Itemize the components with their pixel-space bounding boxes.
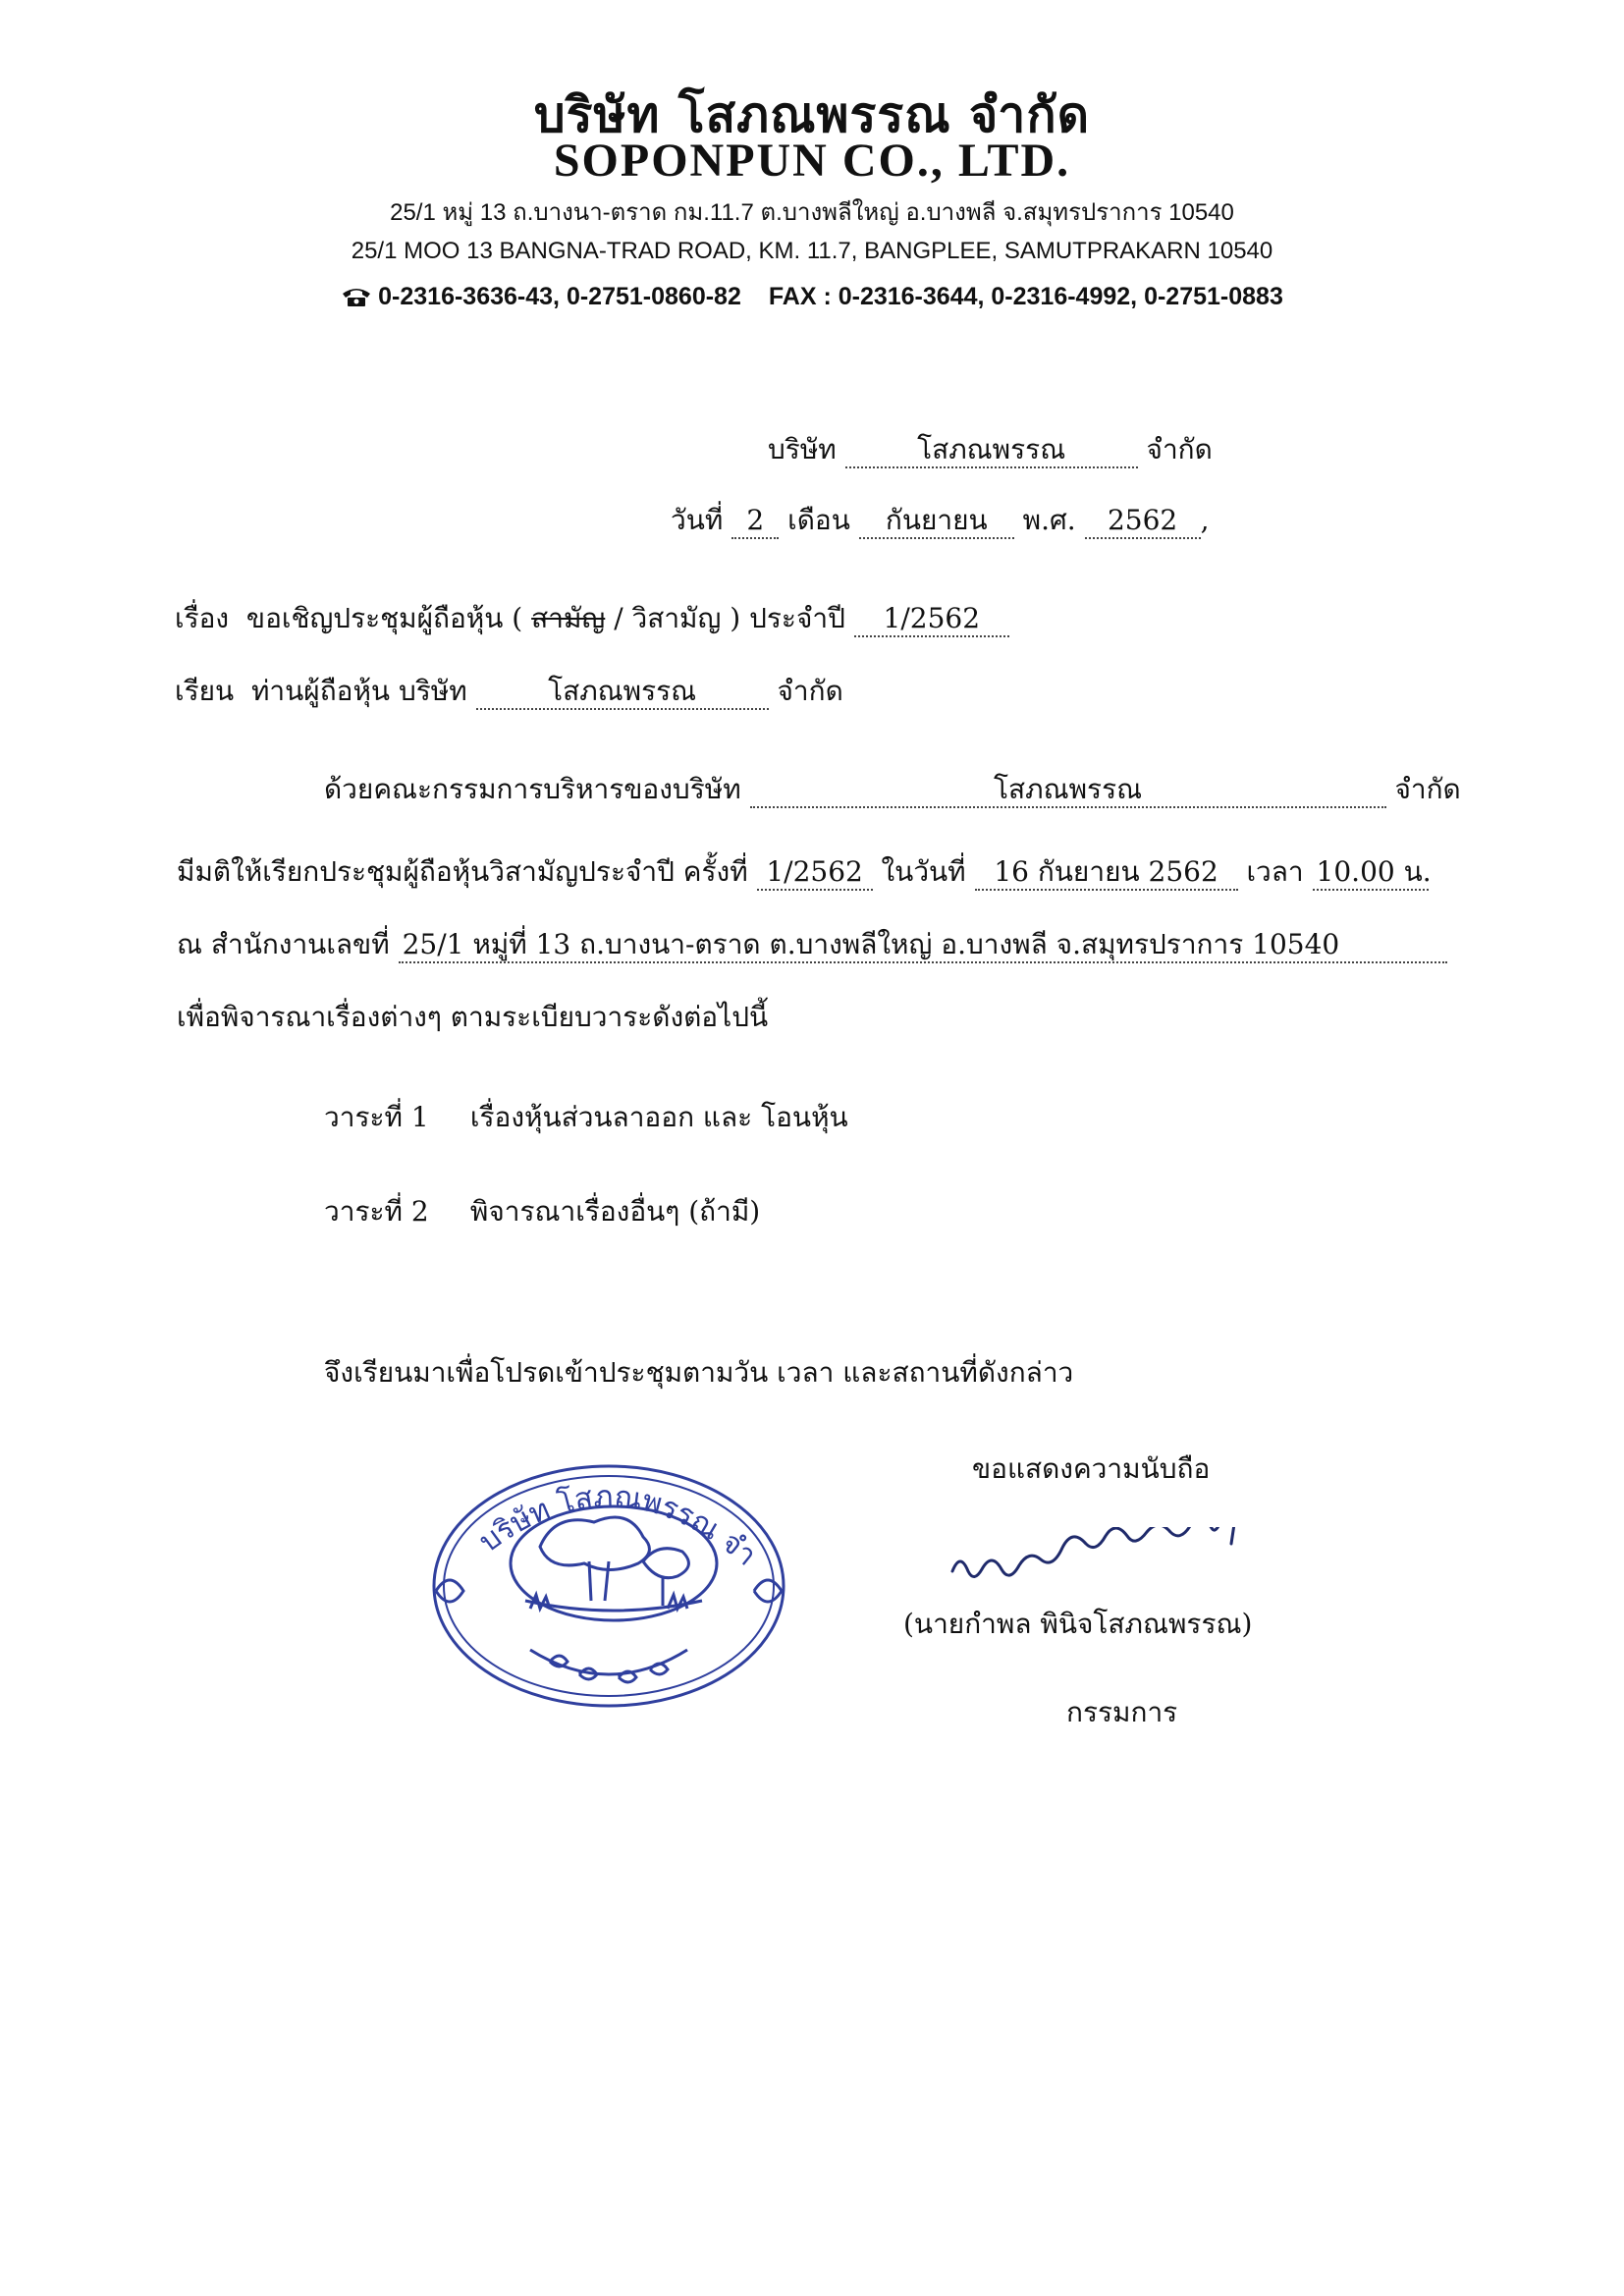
phone-numbers: 0-2316-3636-43, 0-2751-0860-82 <box>378 283 741 310</box>
subject-struck-option: สามัญ <box>531 602 606 634</box>
svg-text:บริษัท โสภณพรรณ จำกัด <box>422 1453 763 1573</box>
meeting-number: 1/2562 <box>757 854 873 891</box>
company-seal <box>422 1453 795 1719</box>
date-end: , <box>1200 504 1210 536</box>
body-line-3 <box>177 923 1447 966</box>
signatory-name: (นายกำพล พินิจโสภณพรรณ) <box>903 1608 1253 1640</box>
day-label: วันที่ <box>671 504 724 536</box>
subject-line <box>175 597 1009 640</box>
agenda-label: วาระที่ 1 <box>324 1101 429 1133</box>
body-line-4: เพื่อพิจารณาเรื่องต่างๆ ตามระเบียบวาระดังต่อไปนี้ <box>177 1001 769 1033</box>
body-line-1 <box>324 768 1461 811</box>
meeting-place-label: ณ สำนักงานเลขที่ <box>177 928 390 960</box>
month-value: กันยายน <box>859 503 1014 539</box>
subject-text-mid: / วิสามัญ ) ประจำปี <box>614 602 845 634</box>
company-name-english: SOPONPUN CO., LTD. <box>553 135 1071 187</box>
agenda-item <box>324 1096 848 1139</box>
sender-company: โสภณพรรณ <box>845 432 1138 468</box>
recipient-company: โสภณพรรณ <box>476 674 769 710</box>
subject-text: ขอเชิญประชุมผู้ถือหุ้น ( <box>245 602 523 634</box>
signatory-title: กรรมการ <box>1066 1696 1178 1728</box>
sender-prefix: บริษัท <box>768 433 837 465</box>
body-intro: ด้วยคณะกรรมการบริหารของบริษัท <box>324 773 741 805</box>
recipient-text: ท่านผู้ถือหุ้น บริษัท <box>250 675 467 707</box>
year-label: พ.ศ. <box>1022 504 1076 536</box>
company-name-thai: บริษัท โสภณพรรณ จำกัด <box>533 85 1091 143</box>
fax-numbers: FAX : 0-2316-3644, 0-2316-4992, 0-2751-0883 <box>768 283 1283 310</box>
day-value: 2 <box>731 503 779 539</box>
date-line <box>671 499 1210 542</box>
recipient-suffix: จำกัด <box>777 675 843 707</box>
meeting-date: 16 กันยายน 2562 <box>975 854 1238 891</box>
closing-sentence: จึงเรียนมาเพื่อโปรดเข้าประชุมตามวัน เวลา และสถานที่ดังกล่าว <box>324 1356 1074 1389</box>
body-company: โสภณพรรณ <box>750 772 1386 808</box>
sender-line <box>768 428 1213 471</box>
subject-label: เรื่อง <box>175 602 230 634</box>
regards-text: ขอแสดงความนับถือ <box>972 1452 1211 1485</box>
recipient-line <box>175 670 843 713</box>
agenda-text: พิจารณาเรื่องอื่นๆ (ถ้ามี) <box>469 1195 761 1228</box>
meeting-place: 25/1 หมู่ที่ 13 ถ.บางนา-ตราด ต.บางพลีใหญ่ อ.บางพลี จ.สมุทรปราการ 10540 <box>399 927 1447 963</box>
agenda-text: เรื่องหุ้นส่วนลาออก และ โอนหุ้น <box>469 1101 848 1133</box>
handwritten-signature <box>943 1527 1296 1596</box>
meeting-resolution: มีมติให้เรียกประชุมผู้ถือหุ้นวิสามัญประจำปี ครั้งที่ <box>177 855 748 888</box>
sender-suffix: จำกัด <box>1146 433 1213 465</box>
month-label: เดือน <box>787 504 850 536</box>
agenda-label: วาระที่ 2 <box>324 1195 429 1228</box>
meeting-time-label: เวลา <box>1246 855 1304 888</box>
subject-year: 1/2562 <box>854 601 1009 637</box>
company-address-thai: 25/1 หมู่ 13 ถ.บางนา-ตราด กม.11.7 ต.บางพลีใหญ่ อ.บางพลี จ.สมุทรปราการ 10540 <box>390 199 1234 226</box>
telephone-icon <box>341 286 372 307</box>
body-line-2 <box>177 850 1432 894</box>
year-value: 2562 <box>1085 503 1201 539</box>
meeting-time: 10.00 น. <box>1313 854 1429 891</box>
company-address-english: 25/1 MOO 13 BANGNA-TRAD ROAD, KM. 11.7, BANGPLEE, SAMUTPRAKARN 10540 <box>351 238 1273 264</box>
agenda-item <box>324 1190 760 1233</box>
recipient-label: เรียน <box>175 675 235 707</box>
body-company-suffix: จำกัด <box>1394 773 1461 805</box>
meeting-date-label: ในวันที่ <box>881 855 966 888</box>
contact-numbers <box>0 283 1624 311</box>
seal-text: บริษัท โสภณพรรณ จำ <box>472 1479 763 1573</box>
